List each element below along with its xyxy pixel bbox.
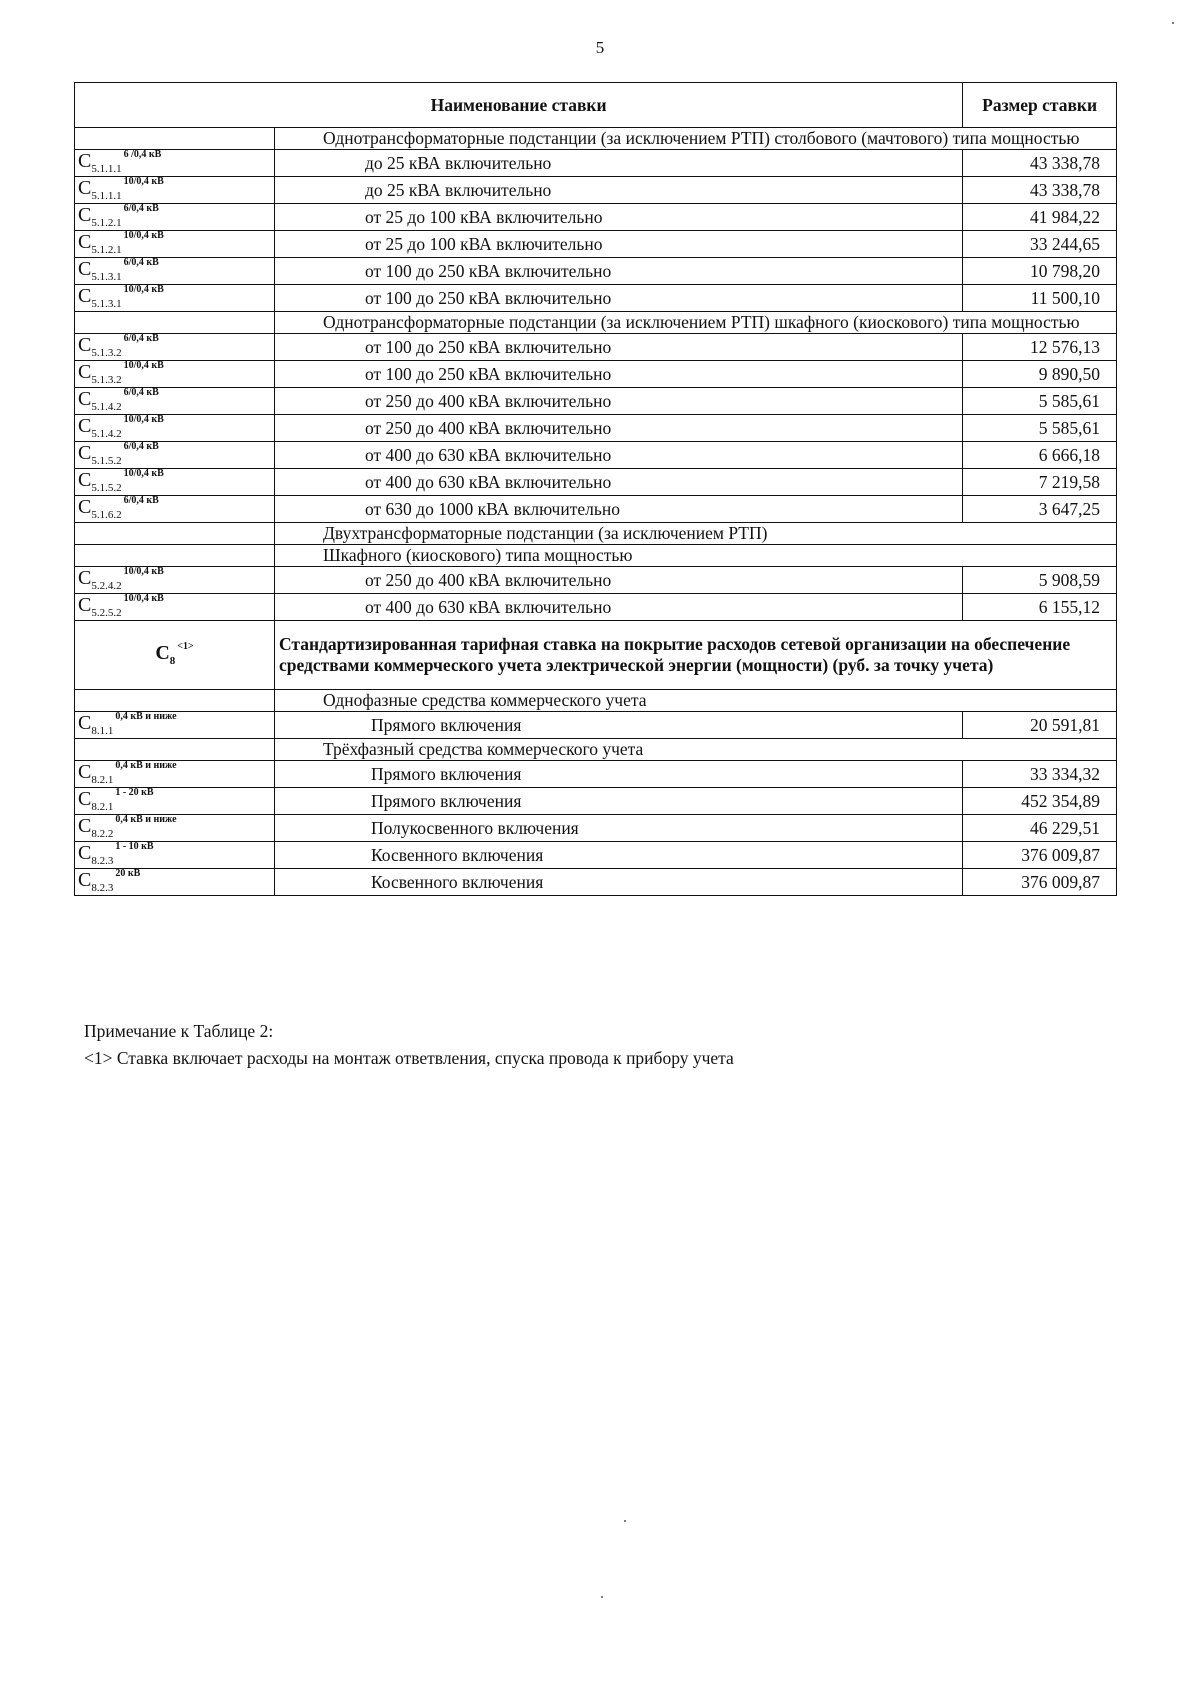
rate-code-voltage: 10/0,4 кВ xyxy=(123,566,164,577)
rate-code-index: 5.1.4.2 xyxy=(91,428,122,440)
rate-name: Косвенного включения xyxy=(275,869,963,896)
rate-code-letter: C xyxy=(78,388,92,410)
rate-value: 452 354,89 xyxy=(963,788,1117,815)
rate-code xyxy=(75,177,275,204)
rate-name: от 100 до 250 кВА включительно xyxy=(275,361,963,388)
table-row xyxy=(75,761,1117,788)
c8-heading-row xyxy=(75,621,1117,690)
rate-code xyxy=(75,567,275,594)
rate-code xyxy=(75,869,275,896)
section-title: Двухтрансформаторные подстанции (за исключением РТП) xyxy=(275,523,1117,545)
rate-code-index: 5.1.4.2 xyxy=(91,401,122,413)
rate-code-voltage: 6/0,4 кВ xyxy=(123,441,159,452)
section-row xyxy=(75,128,1117,150)
rate-name: Полукосвенного включения xyxy=(275,815,963,842)
section-title: Трёхфазный средства коммерческого учета xyxy=(275,739,1117,761)
rates-table xyxy=(74,82,1117,896)
header-rate-name: Наименование ставки xyxy=(75,83,963,128)
rate-code-letter: C xyxy=(78,842,92,864)
rate-code-voltage: 6/0,4 кВ xyxy=(123,257,159,268)
rate-code-voltage: 20 кВ xyxy=(115,868,141,879)
notes-line: <1> Ставка включает расходы на монтаж ответвления, спуска провода к прибору учета xyxy=(84,1048,734,1068)
table-row xyxy=(75,594,1117,621)
c8-heading-text: Стандартизированная тарифная ставка на покрытие расходов сетевой организации на обеспечение средствами коммерческого учета электрической энергии (мощности) (руб. за точку учета) xyxy=(275,621,1117,690)
section-row xyxy=(75,545,1117,567)
rate-code-voltage: 10/0,4 кВ xyxy=(123,593,164,604)
rate-name: от 400 до 630 кВА включительно xyxy=(275,594,963,621)
rate-code-letter: C xyxy=(78,815,92,837)
rate-code xyxy=(75,621,275,690)
rate-code-voltage: 10/0,4 кВ xyxy=(123,176,164,187)
rate-code xyxy=(75,442,275,469)
rate-code-index: 5.1.1.1 xyxy=(91,190,122,202)
scan-speck xyxy=(601,1596,603,1598)
rate-code xyxy=(75,361,275,388)
rate-value: 5 585,61 xyxy=(963,415,1117,442)
table-body xyxy=(75,128,1117,896)
rate-code-voltage: 6/0,4 кВ xyxy=(123,387,159,398)
rate-name: Косвенного включения xyxy=(275,842,963,869)
section-row xyxy=(75,523,1117,545)
notes-title: Примечание к Таблице 2: xyxy=(84,1021,274,1041)
rate-code-index: 5.1.2.1 xyxy=(91,217,122,229)
rate-name: от 250 до 400 кВА включительно xyxy=(275,388,963,415)
rate-value: 43 338,78 xyxy=(963,150,1117,177)
table-row xyxy=(75,285,1117,312)
rate-value: 6 666,18 xyxy=(963,442,1117,469)
rate-code xyxy=(75,204,275,231)
rate-code-index: 5.1.3.2 xyxy=(91,374,122,386)
section-row xyxy=(75,690,1117,712)
rate-code-letter: C xyxy=(78,334,92,356)
rate-name: от 100 до 250 кВА включительно xyxy=(275,334,963,361)
rate-value: 41 984,22 xyxy=(963,204,1117,231)
rate-code-letter: C xyxy=(78,361,92,383)
rate-code-letter: C xyxy=(78,788,92,810)
rate-code-voltage: 6/0,4 кВ xyxy=(123,333,159,344)
scan-speck xyxy=(624,1520,626,1522)
rate-value: 11 500,10 xyxy=(963,285,1117,312)
rate-name: от 630 до 1000 кВА включительно xyxy=(275,496,963,523)
rate-name: от 250 до 400 кВА включительно xyxy=(275,567,963,594)
rate-code xyxy=(75,842,275,869)
rate-code-index: 8.2.3 xyxy=(91,882,114,894)
rate-code-index: 8.2.1 xyxy=(91,801,114,813)
table-row xyxy=(75,442,1117,469)
table-row xyxy=(75,567,1117,594)
rate-value: 3 647,25 xyxy=(963,496,1117,523)
table-row xyxy=(75,469,1117,496)
header-rate-value: Размер ставки xyxy=(963,83,1117,128)
rate-name: до 25 кВА включительно xyxy=(275,177,963,204)
rate-code xyxy=(75,712,275,739)
rate-code-index: 5.1.2.1 xyxy=(91,244,122,256)
empty-code-cell xyxy=(75,128,275,150)
table-row xyxy=(75,788,1117,815)
rate-name: от 25 до 100 кВА включительно xyxy=(275,231,963,258)
rate-code xyxy=(75,594,275,621)
rate-code-voltage: 10/0,4 кВ xyxy=(123,230,164,241)
rate-code xyxy=(75,231,275,258)
rate-code-letter: C xyxy=(78,150,92,172)
table-header-row xyxy=(75,83,1117,128)
rate-code-index: 5.1.3.1 xyxy=(91,271,122,283)
rate-value: 376 009,87 xyxy=(963,842,1117,869)
table-row xyxy=(75,150,1117,177)
rate-name: от 25 до 100 кВА включительно xyxy=(275,204,963,231)
rate-code-letter: C xyxy=(78,567,92,589)
rate-code-letter: C xyxy=(78,415,92,437)
rate-code-index: 5.1.3.2 xyxy=(91,347,122,359)
rate-value: 12 576,13 xyxy=(963,334,1117,361)
table-row xyxy=(75,177,1117,204)
rate-name: от 400 до 630 кВА включительно xyxy=(275,469,963,496)
rate-code-voltage: 10/0,4 кВ xyxy=(123,414,164,425)
rate-value: 6 155,12 xyxy=(963,594,1117,621)
rate-code-index: 8.2.1 xyxy=(91,774,114,786)
rate-code-voltage: 0,4 кВ и ниже xyxy=(115,760,177,771)
section-row xyxy=(75,312,1117,334)
rate-name: от 100 до 250 кВА включительно xyxy=(275,285,963,312)
table-row xyxy=(75,258,1117,285)
rate-code-letter: C xyxy=(78,442,92,464)
rate-code-index: 5.1.5.2 xyxy=(91,455,122,467)
rate-name: от 100 до 250 кВА включительно xyxy=(275,258,963,285)
rate-code-voltage: 10/0,4 кВ xyxy=(123,360,164,371)
rate-value: 33 334,32 xyxy=(963,761,1117,788)
rate-value: 7 219,58 xyxy=(963,469,1117,496)
rate-code xyxy=(75,788,275,815)
rate-code xyxy=(75,496,275,523)
rate-code-letter: C xyxy=(78,469,92,491)
rate-name: до 25 кВА включительно xyxy=(275,150,963,177)
scan-speck xyxy=(1172,22,1174,24)
empty-code-cell xyxy=(75,312,275,334)
rate-name: Прямого включения xyxy=(275,788,963,815)
rate-code-index: 5.1.6.2 xyxy=(91,509,122,521)
rate-code-index: 5.1.5.2 xyxy=(91,482,122,494)
rate-code-letter: C xyxy=(78,231,92,253)
rate-value: 9 890,50 xyxy=(963,361,1117,388)
rate-code-letter: C xyxy=(78,761,92,783)
empty-code-cell xyxy=(75,545,275,567)
rate-value: 5 908,59 xyxy=(963,567,1117,594)
rate-code-letter: C xyxy=(78,594,92,616)
table-row xyxy=(75,712,1117,739)
rate-code-letter: C xyxy=(78,496,92,518)
rate-code xyxy=(75,334,275,361)
rate-code-voltage: 0,4 кВ и ниже xyxy=(115,711,177,722)
rate-code-index: 8 xyxy=(169,655,176,667)
rate-code-letter: C xyxy=(78,285,92,307)
rate-code-voltage: 1 - 10 кВ xyxy=(115,841,154,852)
page-number: 5 xyxy=(595,38,605,57)
table-row xyxy=(75,815,1117,842)
empty-code-cell xyxy=(75,523,275,545)
table-row xyxy=(75,842,1117,869)
rate-value: 376 009,87 xyxy=(963,869,1117,896)
rate-code-letter: C xyxy=(78,177,92,199)
empty-code-cell xyxy=(75,739,275,761)
rate-name: от 400 до 630 кВА включительно xyxy=(275,442,963,469)
section-title: Шкафного (киоскового) типа мощностью xyxy=(275,545,1117,567)
rate-code-voltage: 6 /0,4 кВ xyxy=(123,149,162,160)
rate-code-voltage: 6/0,4 кВ xyxy=(123,203,159,214)
table-row xyxy=(75,415,1117,442)
table-row xyxy=(75,496,1117,523)
rate-code xyxy=(75,415,275,442)
rate-code-index: 8.2.3 xyxy=(91,855,114,867)
table-row xyxy=(75,361,1117,388)
rate-code-index: 5.2.4.2 xyxy=(91,580,122,592)
rate-value: 10 798,20 xyxy=(963,258,1117,285)
rate-name: от 250 до 400 кВА включительно xyxy=(275,415,963,442)
rate-value: 46 229,51 xyxy=(963,815,1117,842)
rate-value: 5 585,61 xyxy=(963,388,1117,415)
rate-name: Прямого включения xyxy=(275,761,963,788)
rate-code-voltage: 10/0,4 кВ xyxy=(123,468,164,479)
rate-code-letter: C xyxy=(78,712,92,734)
table-row xyxy=(75,231,1117,258)
section-row xyxy=(75,739,1117,761)
empty-code-cell xyxy=(75,690,275,712)
rate-code-index: 5.1.1.1 xyxy=(91,163,122,175)
rate-code xyxy=(75,815,275,842)
rate-code-letter: C xyxy=(155,642,170,664)
rate-name: Прямого включения xyxy=(275,712,963,739)
rate-code-index: 8.1.1 xyxy=(91,725,114,737)
rate-code xyxy=(75,761,275,788)
rate-code xyxy=(75,258,275,285)
rate-code-letter: C xyxy=(78,258,92,280)
table-row xyxy=(75,388,1117,415)
rate-code-voltage: 6/0,4 кВ xyxy=(123,495,159,506)
section-title: Однотрансформаторные подстанции (за исключением РТП) столбового (мачтового) типа мощностью xyxy=(275,128,1117,150)
rate-code xyxy=(75,388,275,415)
rate-value: 20 591,81 xyxy=(963,712,1117,739)
rate-code-letter: C xyxy=(78,204,92,226)
table-notes xyxy=(84,1018,734,1072)
rate-code-voltage: 10/0,4 кВ xyxy=(123,284,164,295)
table-row xyxy=(75,204,1117,231)
rate-code-index: 5.1.3.1 xyxy=(91,298,122,310)
rate-code-letter: C xyxy=(78,869,92,891)
rate-code xyxy=(75,469,275,496)
rate-value: 43 338,78 xyxy=(963,177,1117,204)
rate-code-voltage: <1> xyxy=(177,641,194,652)
rate-code-voltage: 0,4 кВ и ниже xyxy=(115,814,177,825)
rate-code xyxy=(75,285,275,312)
table-row xyxy=(75,869,1117,896)
table-row xyxy=(75,334,1117,361)
rate-code-index: 5.2.5.2 xyxy=(91,607,122,619)
rate-code-voltage: 1 - 20 кВ xyxy=(115,787,154,798)
rate-code-index: 8.2.2 xyxy=(91,828,114,840)
section-title: Однотрансформаторные подстанции (за исключением РТП) шкафного (киоскового) типа мощностью xyxy=(275,312,1117,334)
rate-code xyxy=(75,150,275,177)
rate-value: 33 244,65 xyxy=(963,231,1117,258)
section-title: Однофазные средства коммерческого учета xyxy=(275,690,1117,712)
